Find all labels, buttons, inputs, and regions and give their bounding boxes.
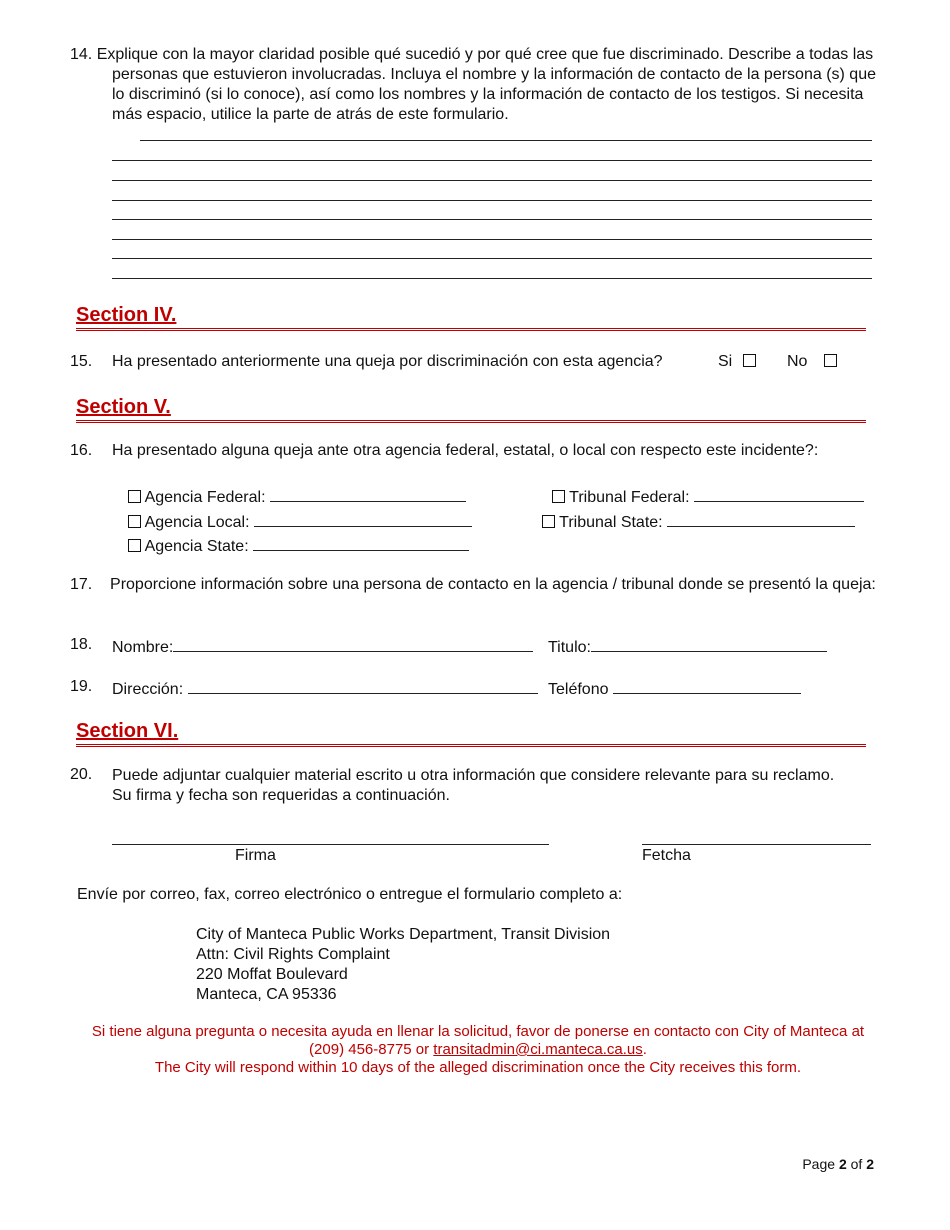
yes-label: Si — [718, 353, 733, 370]
question-number: 14. — [70, 46, 93, 63]
question-16-text: Ha presentado alguna queja ante otra agencia federal, estatal, o local con respecto este incidente?: — [112, 442, 819, 459]
help-line-2: (209) 456-8775 or transitadmin@ci.manteca.ca.us. — [309, 1041, 647, 1058]
agencia-state-checkbox[interactable] — [128, 539, 141, 552]
agencia-local-field[interactable] — [254, 511, 472, 527]
date-label: Fetcha — [642, 847, 691, 864]
question-14 — [70, 45, 885, 125]
address-field[interactable] — [188, 678, 538, 694]
phone-field[interactable] — [613, 678, 801, 694]
date-line[interactable] — [642, 844, 871, 845]
yes-checkbox[interactable] — [743, 354, 756, 367]
help-line-3: The City will respond within 10 days of the alleged discrimination once the City receives this form. — [154, 1059, 802, 1076]
signature-line[interactable] — [112, 844, 549, 845]
tribunal-federal-label: Tribunal Federal: — [569, 489, 690, 506]
name-label: Nombre: — [112, 639, 174, 656]
mailing-address — [196, 925, 610, 1005]
address-line-4: Manteca, CA 95336 — [196, 986, 337, 1003]
no-checkbox[interactable] — [824, 354, 837, 367]
option-agencia-state — [128, 535, 469, 556]
no-option — [787, 353, 837, 371]
phone-label: Teléfono — [548, 681, 609, 698]
no-label: No — [787, 353, 808, 370]
agencia-state-field[interactable] — [253, 535, 469, 551]
submit-instructions: Envíe por correo, fax, correo electrónico o entregue el formulario completo a: — [77, 886, 623, 903]
tribunal-federal-checkbox[interactable] — [552, 490, 565, 503]
tribunal-state-label: Tribunal State: — [559, 514, 663, 531]
agencia-federal-checkbox[interactable] — [128, 490, 141, 503]
question-number: 20. — [70, 766, 93, 783]
answer-line[interactable] — [112, 200, 872, 201]
answer-line[interactable] — [112, 160, 872, 161]
answer-line[interactable] — [112, 258, 872, 259]
address-label: Dirección: — [112, 681, 184, 698]
title-row — [548, 636, 827, 657]
question-17-text: Proporcione información sobre una persona de contacto en la agencia / tribunal donde se presentó la queja: — [110, 576, 876, 593]
agencia-state-label: Agencia State: — [144, 538, 249, 555]
answer-line[interactable] — [112, 180, 872, 181]
address-row — [112, 678, 538, 699]
tribunal-federal-field[interactable] — [694, 486, 864, 502]
question-number: 16. — [70, 442, 93, 459]
tribunal-state-checkbox[interactable] — [542, 515, 555, 528]
section-vi-heading: Section VI. — [76, 718, 866, 747]
question-20-text: Puede adjuntar cualquier material escrito u otra información que considere relevante para su reclamo. Su firma y fecha son requeridas a continuación. — [112, 767, 835, 804]
yes-option — [718, 353, 756, 371]
address-line-2: Attn: Civil Rights Complaint — [196, 946, 390, 963]
agencia-local-checkbox[interactable] — [128, 515, 141, 528]
question-17 — [70, 575, 885, 595]
question-14-text: Explique con la mayor claridad posible qué sucedió y por qué cree que fue discriminado. Describe a todas las personas que estuvieron involucradas. Incluya el nombre y la información de contacto de la persona (s) que lo discriminó (si lo conoce), así como los nombres y la información de contacto de los testigos. Si necesita más espacio, utilice la parte de atrás de este formulario. — [96, 46, 876, 123]
answer-line[interactable] — [112, 278, 872, 279]
option-tribunal-federal — [552, 486, 864, 507]
phone-row — [548, 678, 801, 699]
address-line-1: City of Manteca Public Works Department, Transit Division — [196, 926, 611, 943]
answer-line[interactable] — [140, 140, 872, 141]
answer-line[interactable] — [112, 239, 872, 240]
question-number: 15. — [70, 353, 93, 370]
question-number: 17. — [70, 576, 93, 593]
help-line-1: Si tiene alguna pregunta o necesita ayuda en llenar la solicitud, favor de ponerse en contacto con City of Manteca at — [91, 1023, 865, 1040]
option-tribunal-state — [542, 511, 855, 532]
answer-line[interactable] — [112, 219, 872, 220]
name-row — [112, 636, 533, 657]
question-15-text: Ha presentado anteriormente una queja por discriminación con esta agencia? — [112, 353, 663, 370]
option-agencia-federal — [128, 486, 466, 507]
title-field[interactable] — [591, 636, 827, 652]
agencia-federal-label: Agencia Federal: — [144, 489, 266, 506]
agencia-local-label: Agencia Local: — [144, 514, 250, 531]
agencia-federal-field[interactable] — [270, 486, 466, 502]
option-agencia-local — [128, 511, 472, 532]
signature-label: Firma — [235, 847, 276, 864]
help-notice — [60, 1023, 896, 1077]
tribunal-state-field[interactable] — [667, 511, 855, 527]
question-number: 19. — [70, 678, 93, 695]
title-label: Titulo: — [548, 639, 591, 656]
section-v-heading: Section V. — [76, 394, 866, 423]
name-field[interactable] — [173, 636, 533, 652]
section-iv-heading: Section IV. — [76, 302, 866, 331]
help-email-link[interactable]: transitadmin@ci.manteca.ca.us — [433, 1041, 643, 1058]
page-number: Page 2 of 2 — [802, 1156, 874, 1172]
address-line-3: 220 Moffat Boulevard — [196, 966, 348, 983]
question-number: 18. — [70, 636, 93, 653]
